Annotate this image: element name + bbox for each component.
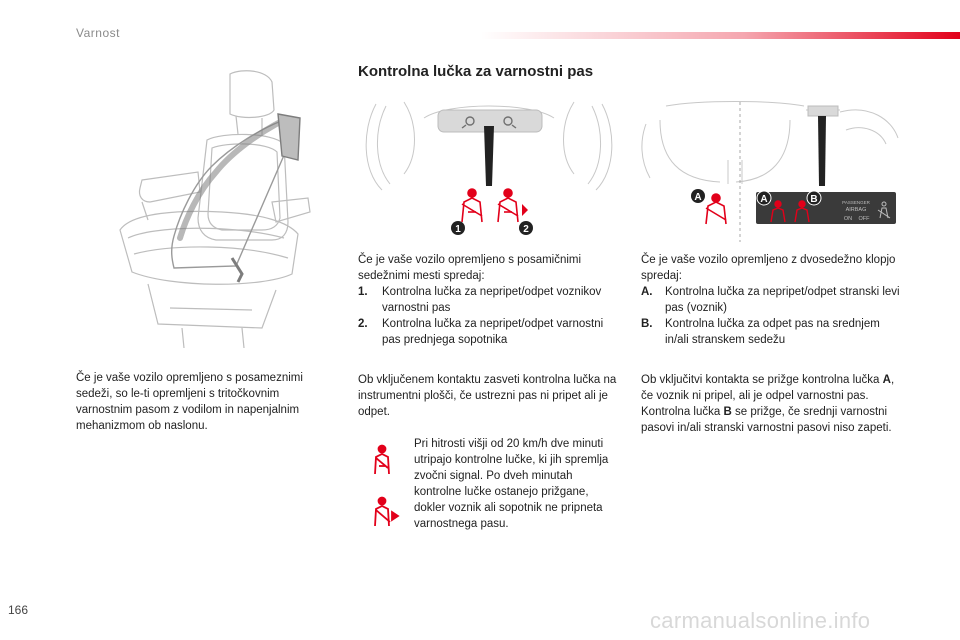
passenger-airbag-label-line1: PASSENGER [842,200,870,205]
passenger-airbag-label-line2: AIRBAG [845,207,867,213]
seat-belt-description: Če je vaše vozilo opremljeno s posameznimi sedeži, so le-ti opremljeni s tritočkovnim varnostnim pasom z vodilom in napenjalnim mehanizmom ob naslonu. [76,372,303,432]
seatbelt-unbuckled-warning-icon [368,496,402,528]
watermark: carmanualsonline.info [650,608,871,633]
instrument-cluster-illustration-bench-seat [640,100,902,242]
col2-paragraph [358,372,620,420]
page-title: Kontrolna lučka za varnostni pas [358,63,594,80]
list-item: 2. Kontrolna lučka za nepripet/odpet varnostni pas prednjega sopotnika [358,318,604,346]
callout-b-panel: B [810,194,818,205]
header-accent-bar [480,32,960,39]
col3-paragraph-1: Ob vključitvi kontakta se prižge kontrolna lučka A, če voznik ni pripel, ali je odpel varnostni pas. [641,374,895,402]
airbag-off-label: OFF [858,216,870,222]
col3-list-section [641,252,903,348]
col2-warning-list [358,284,620,348]
col3-paragraphs [641,372,903,436]
col3-warning-list [641,284,903,348]
col1-paragraph [76,370,334,434]
section-label: Varnost [76,26,120,40]
col3-paragraph-2: Kontrolna lučka B se prižge, če srednji varnostni pasovi in/ali stranski varnostni pasovi niso zapeti. [641,406,892,434]
callout-a-panel: A [760,194,768,205]
callout-1: 1 [455,224,461,235]
instrument-cluster-illustration-single-seats [358,100,620,242]
list-item: B. Kontrolna lučka za odpet pas na srednjem in/ali stranskem sedežu [641,318,880,346]
seatbelt-warning-icon [368,444,402,476]
callout-a-left: A [694,192,702,203]
seat-belt-illustration [112,62,317,352]
col3-intro: Če je vaše vozilo opremljeno z dvosedežno klopjo spredaj: [641,254,896,282]
page-number: 166 [8,603,29,617]
col2-intro: Če je vaše vozilo opremljeno s posamičnimi sedežnimi mesti spredaj: [358,254,582,282]
list-item: A. Kontrolna lučka za nepripet/odpet stranski levi pas (voznik) [641,286,900,314]
ignition-warning-text: Ob vključenem kontaktu zasveti kontrolna lučka na instrumentni plošči, če ustrezni pas ni pripet ali je odpet. [358,374,617,418]
list-item: 1. Kontrolna lučka za nepripet/odpet voznikov varnostni pas [358,286,602,314]
speed-note-text: Pri hitrosti višji od 20 km/h dve minuti utripajo kontrolne lučke, ki jih spremlja zvočni signal. Po dveh minutah kontrolne lučke ostanejo prižgane, dokler voznik ali sopotnik ne pripneta varnostnega pasu. [414,438,609,530]
callout-2: 2 [523,224,529,235]
col2-list-section [358,252,620,348]
speed-note [414,436,614,532]
airbag-on-label: ON [843,216,853,222]
